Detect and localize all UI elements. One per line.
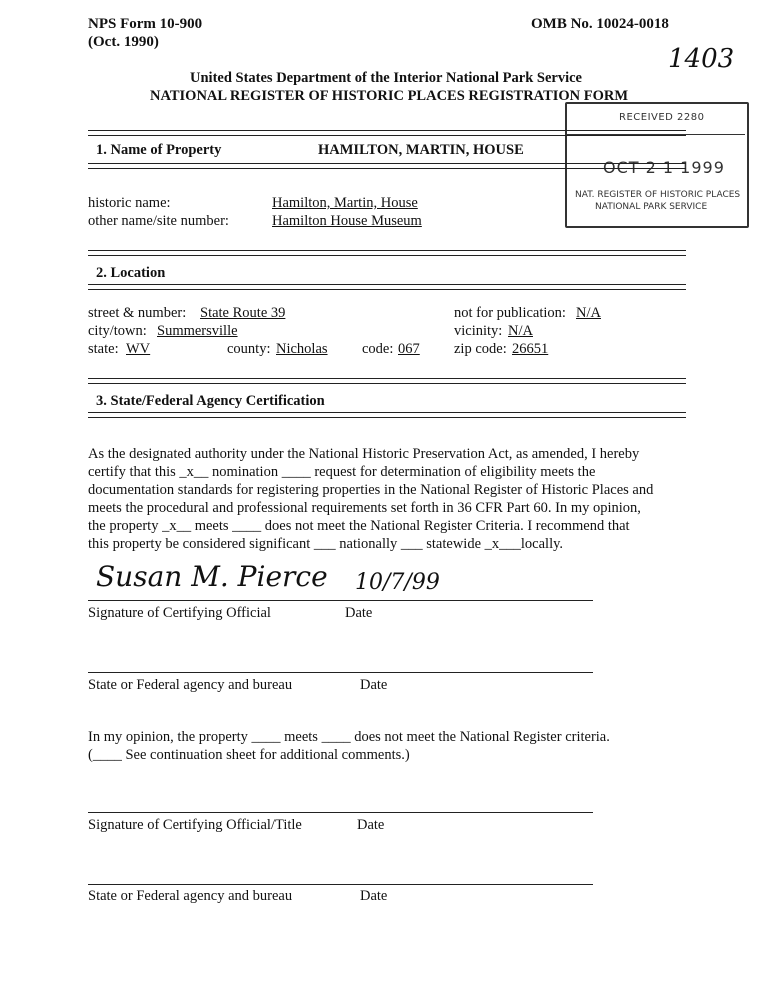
code-value: 067 [398,341,420,357]
vicinity-value: N/A [508,323,533,339]
not-for-publication-value: N/A [576,305,601,321]
form-date: (Oct. 1990) [88,34,159,50]
historic-name-value: Hamilton, Martin, House [272,195,418,211]
agency-date-label: Date [360,677,388,693]
agency-date-label: Date [360,888,388,904]
street-value: State Route 39 [200,305,286,321]
section-divider [88,130,686,136]
department-name: United States Department of the Interior National Park Service [190,70,582,86]
section2-heading: 2. Location [96,265,166,281]
signature-date-label: Date [357,817,385,833]
certification-line: documentation standards for registering properties in the National Register of Historic Places and [88,482,654,498]
certification-line: this property be considered significant ___ nationally ___ statewide _x___locally. [88,536,564,552]
property-title: HAMILTON, MARTIN, HOUSE [318,142,524,158]
not-for-publication-label: not for publication: [454,305,566,321]
signature-label: Signature of Certifying Official [88,605,271,621]
section3-heading: 3. State/Federal Agency Certification [96,393,325,409]
historic-name-label: historic name: [88,195,171,211]
state-value: WV [126,341,151,357]
handwritten-signature: Susan M. Pierce [96,560,328,593]
form-number: NPS Form 10-900 [88,16,203,32]
signature-date-label: Date [345,605,373,621]
zip-label: zip code: [454,341,507,357]
stamp-register-line1: NAT. REGISTER OF HISTORIC PLACES [575,190,741,200]
agency-label: State or Federal agency and bureau [88,888,293,904]
city-value: Summersville [157,323,238,339]
opinion-line: (____ See continuation sheet for additional comments.) [88,747,410,763]
certification-line: certify that this _x__ nomination ____ request for determination of eligibility meets the [88,464,596,480]
section-divider [88,284,686,290]
code-label: code: [362,341,394,357]
section-divider [88,163,686,169]
handwritten-number: 1403 [668,44,735,74]
form-title: NATIONAL REGISTER OF HISTORIC PLACES REGISTRATION FORM [150,88,629,104]
certification-line: the property _x__ meets ____ does not meet the National Register Criteria. I recommend that [88,518,630,534]
section-divider [88,378,686,384]
street-label: street & number: [88,305,187,321]
section-divider [88,412,686,418]
certification-line: As the designated authority under the National Historic Preservation Act, as amended, I hereby [88,446,640,462]
signature-line [88,884,593,885]
certification-line: meets the procedural and professional requirements set forth in 36 CFR Part 60. In my opinion, [88,500,641,516]
other-name-label: other name/site number: [88,213,229,229]
stamp-received: RECEIVED 2280 [619,112,705,123]
city-label: city/town: [88,323,147,339]
other-name-value: Hamilton House Museum [272,213,422,229]
county-label: county: [227,341,271,357]
signature-title-label: Signature of Certifying Official/Title [88,817,302,833]
zip-value: 26651 [512,341,549,357]
agency-label: State or Federal agency and bureau [88,677,293,693]
signature-line [88,672,593,673]
stamp-register-line2: NATIONAL PARK SERVICE [595,202,708,212]
signature-line [88,600,593,601]
section1-heading: 1. Name of Property [96,142,222,158]
vicinity-label: vicinity: [454,323,503,339]
omb-number: OMB No. 10024-0018 [531,16,669,32]
handwritten-signature-date: 10/7/99 [355,570,440,595]
county-value: Nicholas [276,341,328,357]
opinion-line: In my opinion, the property ____ meets ____ does not meet the National Register criteria. [88,729,610,745]
signature-line [88,812,593,813]
section-divider [88,250,686,256]
stamp-date: OCT 2 1 1999 [603,158,725,177]
state-label: state: [88,341,119,357]
